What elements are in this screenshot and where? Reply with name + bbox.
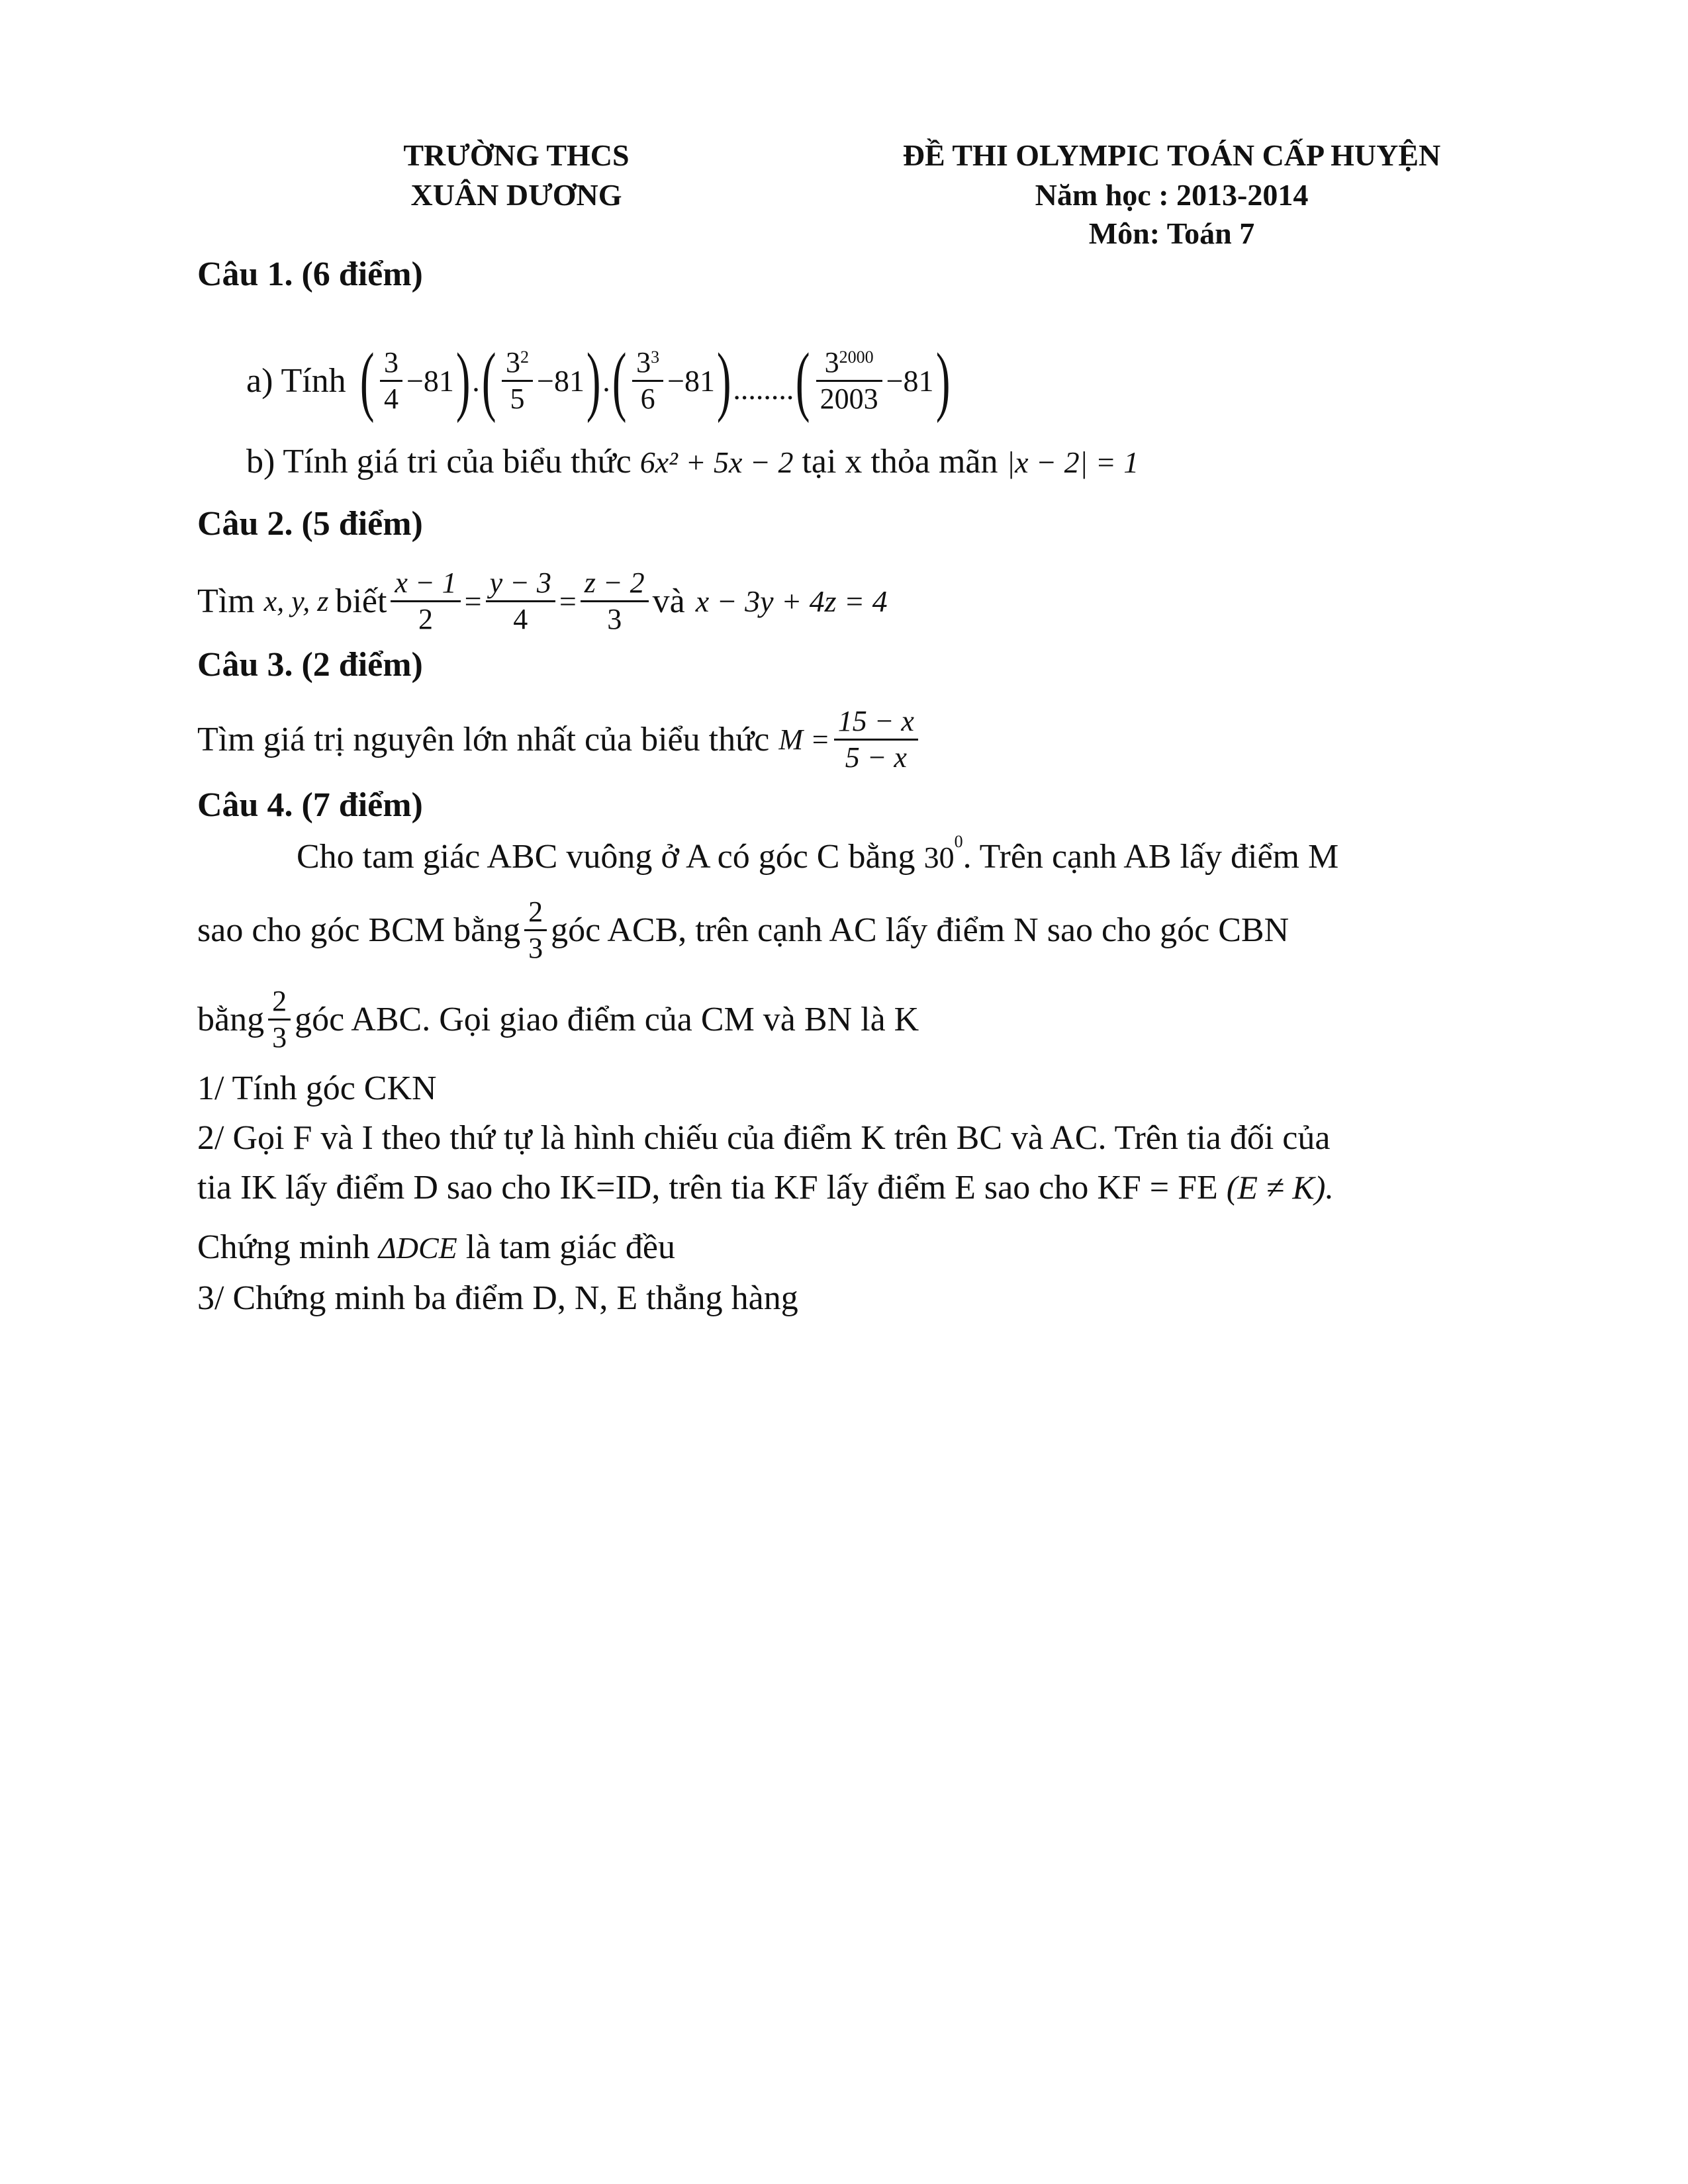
question-2-body — [197, 555, 888, 647]
fraction-m: $\frac{15 - x}{5 - x}$ — [834, 704, 918, 775]
minus-81-1: −81 — [406, 363, 454, 398]
paren-open: ( — [359, 337, 375, 424]
question-2-text3: và — [652, 582, 685, 620]
question-4-title: Câu 4. (7 điểm) — [197, 786, 423, 824]
q4-paragraph-part: góc ABC. Gọi giao điểm của CM và BN là K — [295, 1000, 919, 1038]
school-name-line1: TRƯỜNG THCS — [403, 138, 630, 172]
question-3-text: Tìm giá trị nguyên lớn nhất của biểu thức — [197, 721, 770, 758]
triangle-dce: ΔDCE — [378, 1231, 457, 1265]
question-2-text1: Tìm — [197, 582, 255, 620]
question-4-item-1: 1/ Tính góc CKN — [197, 1069, 437, 1107]
q4-paragraph-part: góc ACB, trên cạnh AC lấy điểm N sao cho góc CBN — [551, 911, 1289, 949]
angle-value: $30^0$ — [923, 832, 963, 874]
question-1b-text2: tại x thỏa mãn — [802, 443, 998, 480]
variables: x, y, z — [263, 584, 329, 617]
condition-e-not-k: (E ≠ K). — [1226, 1169, 1334, 1206]
subject: Môn: Toán 7 — [1088, 216, 1255, 250]
fraction-y: $\frac{y - 3}{4}$ — [486, 566, 555, 637]
question-4-item-2-line3 — [197, 1228, 675, 1267]
linear-condition: x − 3y + 4z = 4 — [695, 584, 888, 618]
minus-81-3: −81 — [667, 363, 716, 398]
minus-81-4: −81 — [886, 363, 934, 398]
question-4-line3 — [197, 976, 919, 1062]
question-4-item-2-line1: 2/ Gọi F và I theo thứ tự là hình chiếu của điểm K trên BC và AC. Trên tia đối của — [197, 1119, 1331, 1157]
q4-item2-text: Chứng minh — [197, 1228, 370, 1266]
question-2-text2: biết — [335, 582, 387, 620]
question-1-title: Câu 1. (6 điểm) — [197, 255, 423, 293]
q4-paragraph-part: sao cho góc BCM bằng — [197, 911, 521, 949]
paren-open: ( — [796, 337, 810, 424]
q4-item2-text: là tam giác đều — [465, 1228, 675, 1266]
question-1b — [246, 442, 1139, 481]
question-1a — [246, 331, 952, 430]
q4-paragraph-part: Cho tam giác ABC vuông ở A có góc C bằng — [297, 838, 915, 876]
question-3-title: Câu 3. (2 điểm) — [197, 646, 423, 684]
fraction-3: $\frac{3^3}{6}$ — [632, 345, 663, 416]
fraction-x: $\frac{x - 1}{2}$ — [391, 566, 460, 637]
expression-polynomial: 6x² + 5x − 2 — [639, 445, 794, 479]
fraction-two-thirds: $\frac{2}{3}$ — [524, 895, 547, 966]
question-1a-label: a) Tính — [246, 361, 346, 400]
fraction-2: $\frac{3^2}{5}$ — [502, 345, 533, 416]
question-1b-text1: b) Tính giá tri của biểu thức — [246, 443, 632, 480]
question-4-item-3: 3/ Chứng minh ba điểm D, N, E thẳng hàng — [197, 1279, 798, 1317]
question-2-title: Câu 2. (5 điểm) — [197, 505, 423, 543]
exam-title: ĐỀ THI OLYMPIC TOÁN CẤP HUYỆN — [902, 138, 1441, 172]
question-3-body — [197, 695, 922, 784]
dot-2: . — [602, 363, 610, 398]
school-year: Năm học : 2013-2014 — [1035, 178, 1309, 212]
q4-item2-text: tia IK lấy điểm D sao cho IK=ID, trên tia KF lấy điểm E sao cho KF = FE — [197, 1169, 1218, 1206]
fraction-two-thirds: $\frac{2}{3}$ — [268, 984, 291, 1055]
paren-close: ) — [455, 337, 471, 424]
absolute-value-condition: |x − 2| = 1 — [1006, 445, 1139, 479]
paren-close: ) — [935, 337, 951, 424]
question-4-line1 — [297, 832, 1339, 876]
ellipsis-dots: ........ — [733, 371, 794, 406]
fraction-z: $\frac{z - 2}{3}$ — [581, 566, 649, 637]
paren-open: ( — [481, 337, 496, 424]
paren-close: ) — [716, 337, 731, 424]
paren-open: ( — [612, 337, 627, 424]
fraction-1: $\frac{3}{4}$ — [380, 345, 402, 416]
paren-close: ) — [586, 337, 601, 424]
question-4-item-2-line2 — [197, 1168, 1334, 1207]
q4-paragraph-part: bằng — [197, 1000, 265, 1038]
dot-1: . — [472, 363, 480, 398]
expression-lhs: M = — [778, 723, 830, 756]
equals-2: = — [559, 584, 577, 618]
q4-paragraph-part: . Trên cạnh AB lấy điểm M — [962, 838, 1339, 876]
fraction-4: $\frac{3^{2000}}{2003}$ — [816, 345, 882, 416]
minus-81-2: −81 — [537, 363, 585, 398]
equals-1: = — [464, 584, 482, 618]
school-name-line2: XUÂN DƯƠNG — [410, 178, 622, 212]
question-4-line2 — [197, 887, 1289, 973]
